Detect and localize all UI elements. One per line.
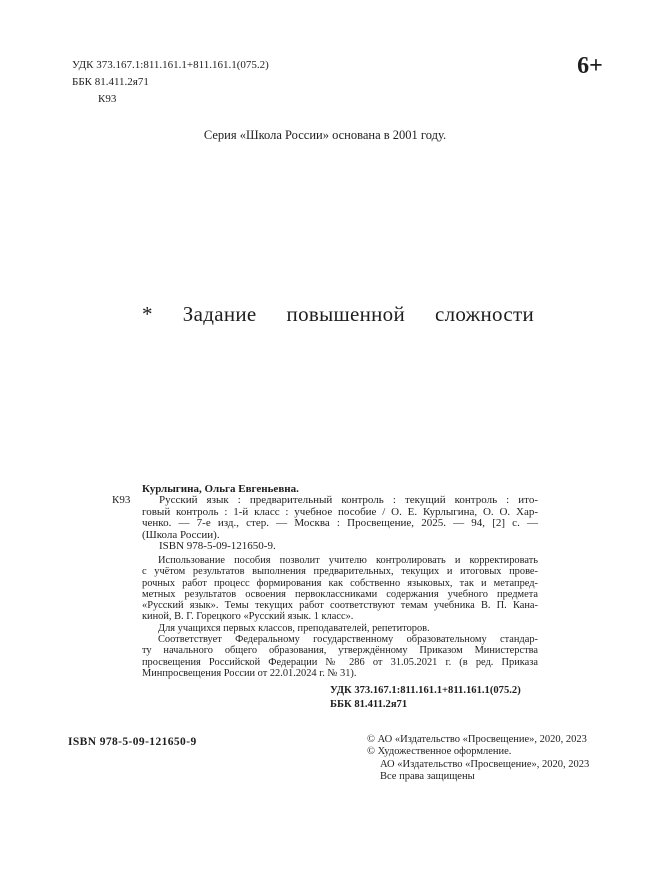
annotation — [142, 555, 538, 679]
copyright-line: © АО «Издательство «Просвещение», 2020, 2023 — [367, 734, 587, 745]
annotation-line: метных результатов освоения первоклассниками содержания учебного предмета — [142, 588, 538, 600]
standard-line: Минпросвещения России от 22.01.2024 г. № 31). — [142, 667, 357, 679]
classification-codes-top — [72, 57, 269, 108]
catalog-isbn: ISBN 978-5-09-121650-9. — [159, 540, 276, 553]
catalog-author: Курлыгина, Ольга Евгеньевна. — [142, 483, 299, 495]
author-sign: К93 — [112, 494, 131, 507]
annotation-line: Использование пособия позволит учителю контролировать и корректировать — [158, 555, 538, 566]
udk-code-top: УДК 373.167.1:811.161.1+811.161.1(075.2) — [72, 59, 269, 71]
standard-line: Соответствует Федеральному государственному образовательному стандар- — [158, 634, 538, 646]
title-line: ченко. — 7-е изд., стер. — Москва : Просвещение, 2025. — 94, [2] с. — — [142, 517, 538, 530]
age-rating-badge: 6+ — [577, 53, 603, 79]
audience-line: Для учащихся первых классов, преподавателей, репетиторов. — [158, 622, 430, 634]
standard-line: просвещения Российской Федерации № 286 от 31.05.2021 г. (в ред. Приказа — [142, 656, 538, 668]
classification-codes-bottom — [330, 684, 521, 712]
catalog-entry — [112, 483, 538, 553]
copyright-line: © Художественное оформление. — [367, 746, 512, 758]
annotation-line: рочных работ процесс формирования как собственно языковых, так и метапред- — [142, 577, 538, 589]
bbk-code-bottom: ББК 81.411.2я71 — [330, 698, 408, 710]
annotation-line: с учётом результатов выполнения предварительных, текущих и итоговых прове- — [142, 566, 538, 578]
copyright-line: АО «Издательство «Просвещение», 2020, 2023 — [380, 758, 590, 770]
catalog-description — [112, 494, 538, 541]
standard-line: ту начального общего образования, утверждённому Приказом Министерства — [142, 645, 538, 657]
copyright-block — [367, 734, 589, 783]
author-sign-top: К93 — [98, 93, 117, 105]
title-line: Русский язык : предварительный контроль : текущий контроль : ито- — [159, 494, 538, 507]
title-line: говый контроль : 1-й класс : учебное пособие / О. Е. Курлыгина, О. О. Хар- — [142, 505, 538, 518]
difficulty-note: * Задание повышенной сложности — [142, 302, 534, 326]
title-line: (Школа России). — [142, 528, 220, 541]
annotation-line: киной, В. Г. Горецкого «Русский язык. 1 класс». — [142, 611, 354, 623]
udk-code-bottom: УДК 373.167.1:811.161.1+811.161.1(075.2) — [330, 685, 521, 696]
annotation-line: «Русский язык». Темы текущих работ соответствуют темам учебника В. П. Кана- — [142, 600, 538, 612]
bbk-code-top: ББК 81.411.2я71 — [72, 76, 149, 88]
series-note: Серия «Школа России» основана в 2001 году. — [203, 128, 447, 142]
isbn-footer: ISBN 978-5-09-121650-9 — [68, 736, 197, 748]
copyright-line: Все права защищены — [380, 770, 475, 782]
